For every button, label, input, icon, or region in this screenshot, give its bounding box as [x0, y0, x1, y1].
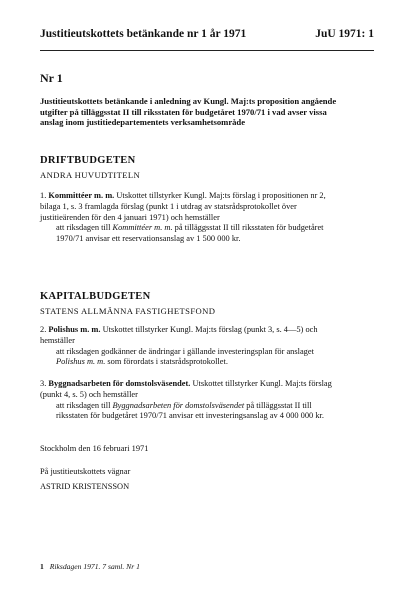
item-1-title: Kommittéer m. m. [48, 191, 115, 200]
item-3-number: 3. [40, 379, 47, 388]
item-3-motion-a: att riksdagen till [56, 400, 111, 410]
on-behalf: På justitieutskottets vägnar [40, 467, 131, 476]
item-2-motion-italic: Polishus m. m. [56, 357, 106, 367]
item-2-motion-a: att riksdagen godkänner de ändringar i gällande investeringsplan för anslaget [56, 346, 314, 356]
item-2-motion [40, 347, 340, 369]
header-rule [40, 50, 374, 51]
item-2-motion-b: som förordats i statsrådsprotokollet. [107, 357, 228, 367]
item-1-motion-a: att riksdagen till [56, 223, 111, 233]
item-3 [40, 379, 340, 422]
item-2 [40, 325, 340, 368]
report-subject: Justitieutskottets betänkande i anledning av Kungl. Maj:ts proposition angående utgifter på tilläggsstat II till riksstaten för budgetåret 1970/71 i vad avser vissa anslag inom justitiedepartementets verksamhetsområde [40, 96, 337, 127]
section-subheading-kapital: STATENS ALLMÄNNA FASTIGHETSFOND [40, 306, 216, 316]
section-heading-kapital: KAPITALBUDGETEN [40, 291, 151, 302]
item-1 [40, 191, 340, 245]
header-code: JuU 1971: 1 [315, 28, 374, 40]
page-footer [40, 562, 140, 571]
item-3-motion [40, 401, 340, 423]
item-2-text: Utskottet tillstyrker Kungl. Maj:ts förslag (punkt 3, s. 4—5) och hemställer [40, 325, 318, 345]
footer-page-number: 1 [40, 562, 44, 571]
item-3-motion-italic: Byggnadsarbeten för domstolsväsendet [112, 400, 245, 410]
header-title: Justitieutskottets betänkande nr 1 år 1971 [40, 28, 247, 40]
item-1-motion-b: på tilläggsstat II till riksstaten för budgetåret 1970/71 anvisar ett reservationsanslag av 1 500 000 kr. [56, 223, 324, 244]
signatory: ASTRID KRISTENSSON [40, 482, 130, 491]
section-heading-drift: DRIFTBUDGETEN [40, 155, 136, 166]
footer-text: Riksdagen 1971. 7 saml. Nr 1 [49, 562, 140, 571]
item-2-title: Polishus m. m. [48, 325, 101, 334]
item-3-text: Utskottet tillstyrker Kungl. Maj:ts förslag (punkt 4, s. 5) och hemställer [40, 379, 332, 399]
place-date: Stockholm den 16 februari 1971 [40, 444, 149, 453]
item-1-motion-italic: Kommittéer m. m. [112, 223, 173, 233]
report-number: Nr 1 [40, 71, 63, 85]
item-2-number: 2. [40, 325, 47, 334]
running-header [40, 28, 374, 40]
section-subheading-drift: ANDRA HUVUDTITELN [40, 170, 141, 180]
item-1-number: 1. [40, 191, 47, 200]
item-1-motion [40, 223, 340, 245]
item-3-motion-b: på tilläggsstat II till riksstaten för budgetåret 1970/71 anvisar ett investeringsanslag av 4 000 000 kr. [56, 400, 324, 421]
item-3-title: Byggnadsarbeten för domstolsväsendet. [48, 379, 191, 388]
item-1-text: Utskottet tillstyrker Kungl. Maj:ts förslag i propositionen nr 2, bilaga 1, s. 3 framlagda förslag (punkt 1 i utdrag av statsrådsprotokollet över justitieärenden för den 4 januari 1971) och hemställer [40, 191, 326, 222]
